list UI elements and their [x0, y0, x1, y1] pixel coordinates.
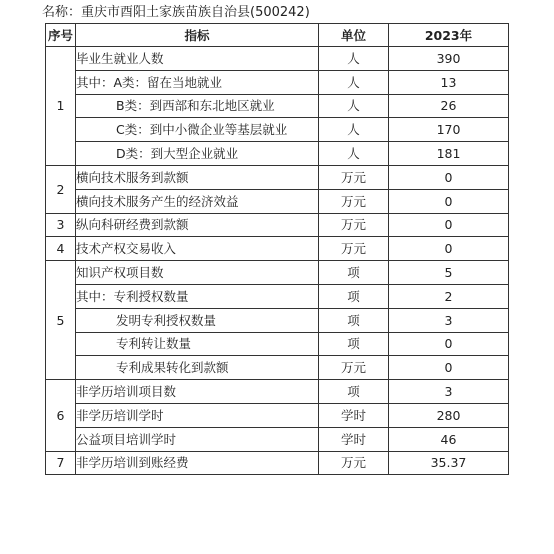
table-row [46, 332, 509, 356]
table-row [46, 142, 509, 166]
statistics-table [45, 23, 509, 475]
value-cell: 0 [389, 332, 509, 356]
unit-cell: 万元 [319, 189, 389, 213]
value-cell: 0 [389, 165, 509, 189]
table-row [46, 165, 509, 189]
value-cell: 46 [389, 427, 509, 451]
indicator-cell: 非学历培训学时 [76, 403, 319, 427]
table-row [46, 237, 509, 261]
unit-cell: 万元 [319, 213, 389, 237]
group-number: 4 [46, 237, 76, 261]
table-row [46, 94, 509, 118]
header-year: 2023年 [389, 24, 509, 47]
table-row [46, 451, 509, 475]
indicator-cell: 毕业生就业人数 [76, 47, 319, 71]
unit-cell: 人 [319, 118, 389, 142]
table-row [46, 380, 509, 404]
unit-cell: 项 [319, 284, 389, 308]
indicator-cell: 发明专利授权数量 [76, 308, 319, 332]
header-indicator: 指标 [76, 24, 319, 47]
value-cell: 2 [389, 284, 509, 308]
indicator-cell: 纵向科研经费到款额 [76, 213, 319, 237]
unit-cell: 万元 [319, 165, 389, 189]
header-unit: 单位 [319, 24, 389, 47]
group-number: 3 [46, 213, 76, 237]
indicator-cell: 专利转让数量 [76, 332, 319, 356]
unit-cell: 学时 [319, 403, 389, 427]
unit-cell: 人 [319, 94, 389, 118]
unit-cell: 项 [319, 261, 389, 285]
indicator-cell: 公益项目培训学时 [76, 427, 319, 451]
table-row [46, 47, 509, 71]
table-header-row [46, 24, 509, 47]
value-cell: 5 [389, 261, 509, 285]
unit-cell: 项 [319, 308, 389, 332]
group-number: 5 [46, 261, 76, 380]
indicator-cell: 知识产权项目数 [76, 261, 319, 285]
indicator-cell: 横向技术服务产生的经济效益 [76, 189, 319, 213]
indicator-cell: B类：到西部和东北地区就业 [76, 94, 319, 118]
indicator-cell: 技术产权交易收入 [76, 237, 319, 261]
indicator-cell: 专利成果转化到款额 [76, 356, 319, 380]
table-row [46, 284, 509, 308]
header-serial-number: 序号 [46, 24, 76, 47]
unit-cell: 人 [319, 142, 389, 166]
unit-cell: 学时 [319, 427, 389, 451]
unit-cell: 项 [319, 380, 389, 404]
unit-cell: 万元 [319, 237, 389, 261]
value-cell: 390 [389, 47, 509, 71]
indicator-cell: 非学历培训到账经费 [76, 451, 319, 475]
table-row [46, 261, 509, 285]
table-row [46, 427, 509, 451]
table-row [46, 213, 509, 237]
value-cell: 13 [389, 70, 509, 94]
table-row [46, 70, 509, 94]
table-row [46, 189, 509, 213]
value-cell: 3 [389, 308, 509, 332]
table-row [46, 118, 509, 142]
value-cell: 0 [389, 237, 509, 261]
value-cell: 3 [389, 380, 509, 404]
value-cell: 181 [389, 142, 509, 166]
value-cell: 26 [389, 94, 509, 118]
region-caption: 名称：重庆市酉阳土家族苗族自治县(500242) [42, 5, 310, 20]
unit-cell: 万元 [319, 356, 389, 380]
value-cell: 35.37 [389, 451, 509, 475]
value-cell: 0 [389, 213, 509, 237]
indicator-cell: D类：到大型企业就业 [76, 142, 319, 166]
indicator-cell: 其中：专利授权数量 [76, 284, 319, 308]
group-number: 7 [46, 451, 76, 475]
table-row [46, 356, 509, 380]
group-number: 1 [46, 47, 76, 166]
group-number: 6 [46, 380, 76, 451]
indicator-cell: 非学历培训项目数 [76, 380, 319, 404]
value-cell: 170 [389, 118, 509, 142]
unit-cell: 人 [319, 47, 389, 71]
indicator-cell: 横向技术服务到款额 [76, 165, 319, 189]
value-cell: 0 [389, 356, 509, 380]
table-row [46, 403, 509, 427]
value-cell: 0 [389, 189, 509, 213]
table-row [46, 308, 509, 332]
group-number: 2 [46, 165, 76, 213]
unit-cell: 万元 [319, 451, 389, 475]
unit-cell: 人 [319, 70, 389, 94]
unit-cell: 项 [319, 332, 389, 356]
indicator-cell: 其中：A类：留在当地就业 [76, 70, 319, 94]
indicator-cell: C类：到中小微企业等基层就业 [76, 118, 319, 142]
value-cell: 280 [389, 403, 509, 427]
